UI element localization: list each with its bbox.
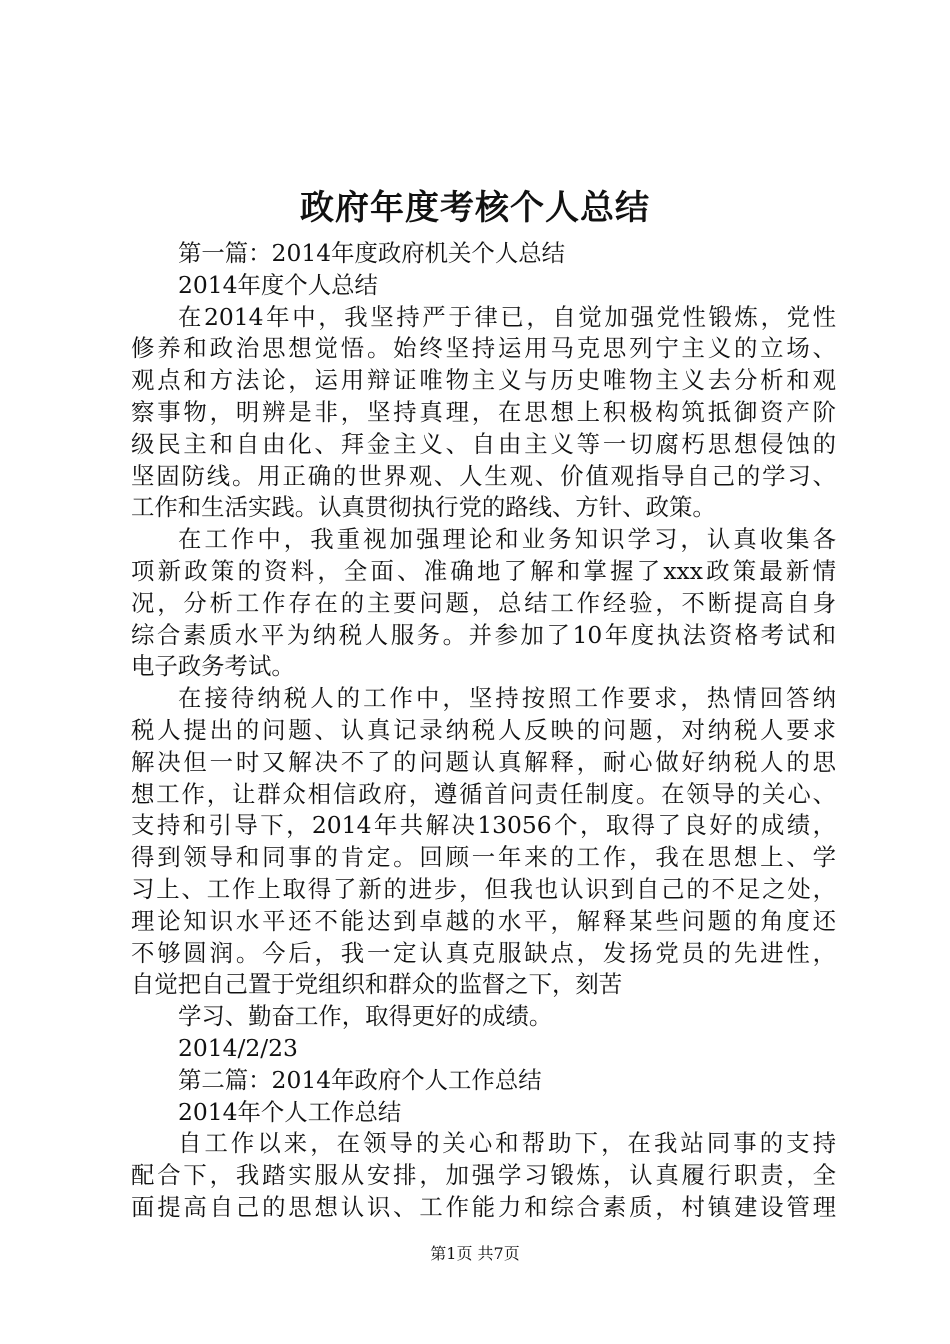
section-heading-1: 第一篇：2014年度政府机关个人总结 [178,239,565,267]
paragraph-line: 坚固防线。用正确的世界观、人生观、价值观指导自己的学习、 [131,461,836,490]
paragraph-line: 自工作以来，在领导的关心和帮助下，在我站同事的支持 [178,1129,836,1158]
paragraph-line: 学习、勤奋工作，取得更好的成绩。 [178,1002,553,1031]
document-title: 政府年度考核个人总结 [300,188,650,228]
paragraph-line: 综合素质水平为纳税人服务。并参加了10年度执法资格考试和 [131,620,836,649]
paragraph-line: 理论知识水平还不能达到卓越的水平，解释某些问题的角度还 [131,906,836,935]
paragraph-line: 在工作中，我重视加强理论和业务知识学习，认真收集各 [178,525,836,554]
paragraph-line: 在2014年中，我坚持严于律已，自觉加强党性锻炼，党性 [178,302,836,331]
paragraph-line: 在接待纳税人的工作中，坚持按照工作要求，热情回答纳 [178,684,836,713]
document-body [131,238,836,1224]
paragraph-line: 税人提出的问题、认真记录纳税人反映的问题，对纳税人要求 [131,715,836,744]
paragraph-line: 项新政策的资料，全面、准确地了解和掌握了xxx政策最新情 [131,556,836,585]
paragraph-line: 修养和政治思想觉悟。始终坚持运用马克思列宁主义的立场、 [131,334,836,363]
paragraph-line: 习上、工作上取得了新的进步，但我也认识到自己的不足之处， [131,874,836,903]
subheading-2: 2014年个人工作总结 [178,1097,402,1126]
paragraph-line: 况，分析工作存在的主要问题，总结工作经验，不断提高自身 [131,588,836,617]
paragraph-line: 级民主和自由化、拜金主义、自由主义等一切腐朽思想侵蚀的 [131,429,836,458]
paragraph-line: 电子政务考试。 [131,652,295,681]
paragraph-line: 配合下，我踏实服从安排，加强学习锻炼，认真履行职责，全 [131,1161,836,1190]
paragraph-line: 想工作，让群众相信政府，遵循首问责任制度。在领导的关心、 [131,779,836,808]
paragraph-line: 面提高自己的思想认识、工作能力和综合素质，村镇建设管理 [131,1192,836,1221]
paragraph-line: 得到领导和同事的肯定。回顾一年来的工作，我在思想上、学 [131,843,836,872]
subheading-1: 2014年度个人总结 [178,270,378,299]
page-number-footer: 第1页 共7页 [430,1244,520,1263]
paragraph-line: 支持和引导下，2014年共解决13056个，取得了良好的成绩， [131,811,836,840]
paragraph-line: 察事物，明辨是非，坚持真理，在思想上积极构筑抵御资产阶 [131,397,836,426]
paragraph-line: 工作和生活实践。认真贯彻执行党的路线、方针、政策。 [131,493,716,522]
paragraph-line: 不够圆润。今后，我一定认真克服缺点，发扬党员的先进性， [131,938,836,967]
paragraph-line: 观点和方法论，运用辩证唯物主义与历史唯物主义去分析和观 [131,366,836,395]
section-heading-2: 第二篇：2014年政府个人工作总结 [178,1065,542,1094]
date-line: 2014/2/23 [178,1033,298,1062]
paragraph-line: 自觉把自己置于党组织和群众的监督之下，刻苦 [131,970,623,999]
paragraph-line: 解决但一时又解决不了的问题认真解释，耐心做好纳税人的思 [131,747,836,776]
